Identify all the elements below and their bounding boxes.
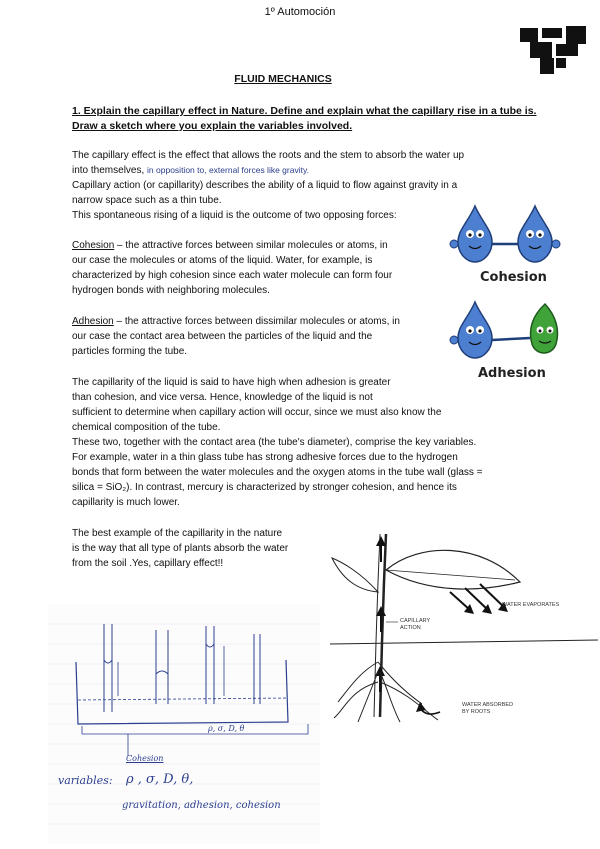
sketch-variables-label: variables: — [58, 774, 113, 787]
example-paragraph — [72, 526, 332, 571]
example-line: The best example of the capillarity in the nature — [72, 528, 283, 539]
capillarity-line: The capillarity of the liquid is said to have high when adhesion is greater — [72, 377, 391, 388]
capillary-label-line: ACTION — [400, 625, 421, 631]
adhesion-paragraph — [72, 314, 437, 359]
leaf-icon — [531, 304, 558, 353]
sketch-notes: gravitation, adhesion, cohesion — [122, 800, 281, 811]
sketch-cohesion-label: Cohesion — [126, 754, 164, 763]
gravity-note: in opposition to, external forces like gravity. — [147, 165, 309, 175]
intro-line: This spontaneous rising of a liquid is the outcome of two opposing forces: — [72, 210, 397, 221]
absorbed-label-line: WATER ABSORBED — [462, 702, 514, 708]
cohesion-line: hydrogen bonds with neighboring molecules. — [72, 285, 270, 296]
university-logo — [516, 18, 592, 78]
question-heading: 1. Explain the capillary effect in Nature. Define and explain what the capillary rise in a tube is. Draw a sketch where you explain the variables involved. — [72, 105, 537, 132]
intro-line: Capillary action (or capillarity) describes the ability of a liquid to flow against gravity in a — [72, 180, 458, 191]
adhesion-term: Adhesion — [72, 316, 114, 327]
page-title: FLUID MECHANICS — [234, 73, 332, 85]
adhesion-line: particles forming the tube. — [72, 346, 188, 357]
adhesion-definition: – the attractive forces between dissimilar molecules or atoms, in — [113, 316, 400, 327]
example-line: from the soil .Yes, capillary effect!! — [72, 558, 224, 569]
water-absorbed-label — [462, 702, 513, 716]
capillarity-line: sufficient to determine when capillary action will occur, since we must also know the — [72, 407, 442, 418]
cohesion-term: Cohesion — [72, 240, 115, 251]
header-course: 1º Automoción — [264, 6, 336, 18]
capillary-label-line: CAPILLARY — [400, 618, 431, 624]
adhesion-line — [72, 314, 437, 329]
cohesion-line — [72, 238, 437, 253]
capillarity-line: These two, together with the contact area (the tube's diameter), comprise the key variables. — [72, 437, 477, 448]
water-drop-icon — [458, 302, 492, 358]
example-line: is the way that all type of plants absorb the water — [72, 543, 289, 554]
cohesion-paragraph — [72, 238, 437, 298]
intro-line: The capillary effect is the effect that allows the roots and the stem to absorb the water up — [72, 150, 465, 161]
water-drop-icon — [458, 206, 492, 262]
capillarity-line: capillarity is much lower. — [72, 497, 180, 508]
capillarity-line: silica = SiO₂). In contrast, mercury is characterized by stronger cohesion, and hence its — [72, 482, 457, 493]
cohesion-definition: – the attractive forces between similar molecules or atoms, in — [114, 240, 388, 251]
cohesion-image-label: Cohesion — [480, 270, 547, 285]
sketch-variables-list: ρ , σ, D, θ, — [126, 772, 194, 787]
intro-line-text: into themselves, — [72, 165, 145, 176]
capillarity-line: than cohesion, and vice versa. Hence, knowledge of the liquid is not — [72, 392, 373, 403]
capillarity-line: bonds that form between the water molecules and the oxygen atoms in the tube wall (glass = — [72, 467, 483, 478]
adhesion-line: our case the contact area between the particles of the liquid and the — [72, 331, 373, 342]
adhesion-image-label: Adhesion — [478, 366, 546, 381]
cohesion-line: our case the molecules or atoms of the liquid. Water, for example, is — [72, 255, 373, 266]
absorbed-label-line: BY ROOTS — [462, 709, 491, 715]
sketch-vars-in-figure: ρ, σ, D, θ — [208, 724, 245, 733]
plant-capillarity-diagram — [330, 522, 598, 732]
intro-line: narrow space such as a thin tube. — [72, 195, 222, 206]
cohesion-line: characterized by high cohesion since each water molecule can form four — [72, 270, 393, 281]
capillarity-line: chemical composition of the tube. — [72, 422, 221, 433]
hand-drawn-sketch — [48, 604, 320, 844]
capillary-action-label — [400, 618, 430, 632]
cohesion-illustration — [440, 200, 570, 290]
capillarity-paragraph — [72, 375, 542, 510]
water-evaporates-label: WATER EVAPORATES — [502, 602, 560, 608]
water-drop-icon — [518, 206, 552, 262]
intro-line — [72, 163, 542, 178]
capillarity-line: For example, water in a thin glass tube has strong adhesive forces due to the hydrogen — [72, 452, 458, 463]
